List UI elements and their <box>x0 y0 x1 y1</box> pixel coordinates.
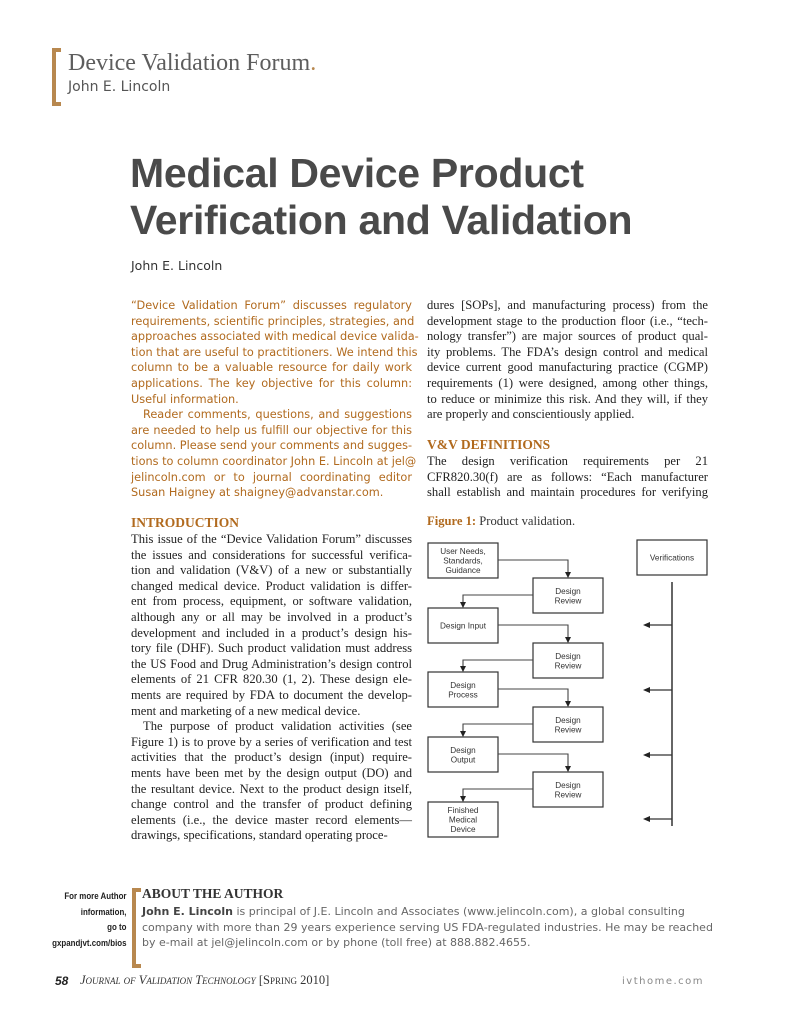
text-line: applications. The key objective for this column: <box>131 376 412 390</box>
connector-line <box>463 595 533 607</box>
text-line: tions to column coordinator John E. Lincoln at jel@ <box>131 454 417 468</box>
forum-author: John E. Lincoln <box>68 79 171 95</box>
title-line: Verification and Validation <box>130 197 633 243</box>
box-label: Finished <box>447 806 479 815</box>
intro-paragraph <box>131 407 417 501</box>
text-line: are needed to help us fulfill our objective for this <box>131 423 412 437</box>
text-line: the resultant device. Next to the product design itself, <box>131 781 412 796</box>
text-line: ments have been met by the design output (DO) and <box>131 765 412 780</box>
text-line: ment and marketing of a new medical device. <box>131 703 361 718</box>
note-line: information, <box>81 906 127 917</box>
figure-caption <box>427 514 575 529</box>
section-heading: V&V DEFINITIONS <box>427 437 551 452</box>
text-line: ent from process, equipment, or software validation, <box>131 594 412 609</box>
introduction-section <box>131 514 412 844</box>
text-line: the issues and considerations for successful verifica- <box>131 547 412 562</box>
paragraph <box>427 298 708 423</box>
author-info-note <box>53 889 127 951</box>
text-line: activities that the product’s design (input) require- <box>131 750 412 765</box>
about-heading: ABOUT THE AUTHOR <box>142 886 284 901</box>
text-line: Susan Haigney at shaigney@advanstar.com. <box>131 486 384 500</box>
arrow-head <box>460 666 466 672</box>
arrow-head <box>565 766 571 772</box>
text-line: changed medical device. Product validation is differ- <box>131 578 412 593</box>
text-line: The purpose of product validation activities (see <box>143 719 412 734</box>
intro-paragraph <box>131 298 419 407</box>
text-line: to reduce or minimize this risk. And they will, if they <box>427 391 708 406</box>
journal-title: Journal of Validation Technology <box>80 973 256 987</box>
text-line: The design verification requirements per 21 <box>427 454 708 468</box>
title-line: Medical Device Product <box>130 150 584 196</box>
box-label: Review <box>554 725 582 735</box>
box-label: Design <box>450 680 476 690</box>
connector-line <box>498 754 568 771</box>
text-line: Useful information. <box>131 392 239 406</box>
about-bracket <box>132 888 141 968</box>
forum-title-dot: . <box>310 50 317 76</box>
author-bio <box>142 904 722 951</box>
text-line: development and included in a product’s design his- <box>131 625 412 640</box>
text-line: CFR820.30(f) are as follows: “Each manufacturer <box>427 469 708 484</box>
text-line: ity problems. The FDA’s design control and medical <box>427 344 708 359</box>
arrow-head <box>565 637 571 643</box>
page-number: 58 <box>55 974 69 988</box>
box-label: Process <box>448 690 478 700</box>
box-label: Guidance <box>445 566 481 575</box>
note-link[interactable]: gxpandjvt.com/bios <box>52 937 127 948</box>
text-line: tory file (DHF). Such product validation must address <box>131 641 412 656</box>
connector-line <box>463 724 533 736</box>
box-label: Design <box>450 745 476 755</box>
box-label: Standards, <box>443 556 483 566</box>
verification-arrow <box>643 752 650 758</box>
box-label: Design <box>555 780 581 790</box>
byline: John E. Lincoln <box>131 258 223 273</box>
journal-issue: [Spring 2010] <box>258 973 330 987</box>
arrow-head <box>460 731 466 737</box>
connector-line <box>498 689 568 706</box>
text-line: are properly and conscientiously applied. <box>427 407 635 422</box>
paragraph <box>131 719 412 844</box>
arrow-head <box>460 602 466 608</box>
text-line: shall establish and maintain procedures for verifying <box>427 485 708 500</box>
box-label: User Needs, <box>440 547 486 556</box>
text-line: column. Please send your comments and sugges- <box>131 439 413 453</box>
figure-caption-text: Product validation. <box>479 514 576 528</box>
forum-title <box>68 50 316 77</box>
text-line: device current good manufacturing practice (CGMP) <box>427 360 708 375</box>
note-line: go to <box>107 922 127 932</box>
text-line: Reader comments, questions, and suggestions <box>143 408 412 422</box>
connector-line <box>498 625 568 642</box>
journal-name <box>80 973 329 988</box>
text-line: requirements, scientific principles, strategies, and <box>131 314 415 328</box>
text-line: column to be a valuable resource for daily work <box>131 361 412 375</box>
text-line: jelincoln.com or to journal coordinating editor <box>131 470 412 484</box>
text-line: “Device Validation Forum” discusses regulatory <box>131 299 412 312</box>
forum-title-text: Device Validation Forum <box>68 50 311 76</box>
box-label: Verifications <box>649 553 695 563</box>
vv-definitions-section <box>427 436 708 501</box>
bio-line: company with more than 29 years experience serving US FDA-regulated industries. He may be reached <box>142 920 713 934</box>
figure-label: Figure 1: <box>427 514 477 528</box>
box-label: Review <box>554 596 582 606</box>
verification-arrow <box>643 816 650 822</box>
text-line: drawings, specifications, standard operating proce- <box>131 828 388 843</box>
box-label: Device <box>450 825 476 834</box>
text-line: This issue of the “Device Validation Forum” discusses <box>131 532 412 546</box>
text-line: elements of 21 CFR 820.30 (1, 2). These design ele- <box>131 672 412 687</box>
text-line: dures [SOPs], and manufacturing process) from the <box>427 298 708 312</box>
box-label: Design <box>555 651 581 661</box>
text-line: tion and validation (V&V) of a new or substantially <box>131 563 412 578</box>
product-validation-diagram <box>420 530 720 850</box>
arrow-head <box>565 701 571 707</box>
text-line: although any or all may be involved in a product’s <box>131 609 412 624</box>
intro-box <box>131 298 419 501</box>
header-bracket <box>52 48 61 106</box>
paragraph <box>427 454 708 501</box>
box-label: Review <box>554 661 582 671</box>
box-label: Medical <box>448 815 478 825</box>
note-line: For more Author <box>64 891 127 901</box>
paragraph <box>131 532 412 719</box>
verification-arrow <box>643 687 650 693</box>
text-line: development stage to the production floor (i.e., “tech- <box>427 313 708 328</box>
text-line: Figure 1) is to prove by a series of verification and test <box>131 734 412 749</box>
box-label: Design <box>555 715 581 725</box>
text-line: requirements (1) were designed, among other things, <box>427 375 708 390</box>
article-title <box>130 150 632 244</box>
site-url: ivthome.com <box>622 976 705 987</box>
arrow-head <box>565 572 571 578</box>
author-name: John E. Lincoln <box>142 905 233 918</box>
text-line: the US Food and Drug Administration’s design control <box>131 656 412 671</box>
bio-line: is principal of J.E. Lincoln and Associates (www.jelincoln.com), a global consulting <box>232 905 685 918</box>
verification-arrow <box>643 622 650 628</box>
box-label: Design Input <box>440 621 486 631</box>
box-label: Output <box>450 755 476 765</box>
section-heading: INTRODUCTION <box>131 515 240 530</box>
connector-line <box>463 789 533 801</box>
text-line: approaches associated with medical device valida- <box>131 330 419 344</box>
text-line: nology transfer”) are major sources of product qual- <box>427 329 708 344</box>
arrow-head <box>460 796 466 802</box>
connector-line <box>463 660 533 671</box>
text-line: change control and the transfer of product defining <box>131 797 412 812</box>
box-label: Design <box>555 586 581 596</box>
text-line: ments are required by FDA to document the develop- <box>131 687 412 702</box>
text-line: elements (i.e., the device master record elements— <box>131 812 412 827</box>
continued-paragraph <box>427 298 708 423</box>
bio-line: by e-mail at jel@jelincoln.com or by phone (toll free) at 888.882.4655. <box>142 936 531 949</box>
connector-line <box>498 560 568 577</box>
box-label: Review <box>554 790 582 800</box>
text-line: tion that are useful to practitioners. We intend this <box>131 345 418 359</box>
